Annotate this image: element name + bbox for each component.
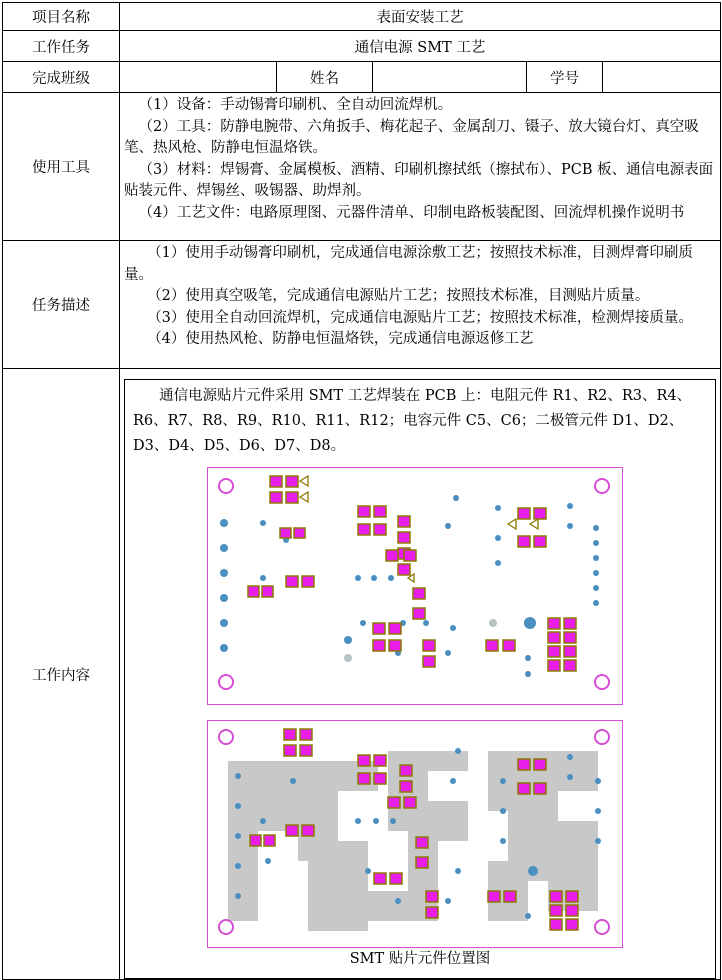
work-content — [120, 369, 721, 980]
tools-line-3: （3）材料：焊锡膏、金属模板、酒精、印刷机擦拭纸（擦拭布）、PCB 板、通信电源表面贴装元件、焊锡丝、吸锡器、助焊剂。 — [124, 161, 714, 199]
pcb-top-svg — [208, 468, 622, 704]
tools-line-1: （1）设备：手动锡膏印刷机、全自动回流焊机。 — [138, 97, 453, 113]
student-id-label: 学号 — [527, 62, 603, 93]
name-value-cell[interactable] — [373, 62, 527, 93]
row-tools — [3, 93, 721, 241]
desc-label: 任务描述 — [3, 241, 120, 369]
pcb-silkscreen-figure — [207, 467, 623, 705]
student-id-value-cell[interactable] — [603, 62, 721, 93]
work-inner-box — [124, 379, 716, 979]
task-label: 工作任务 — [3, 31, 120, 62]
tools-line-2: （2）工具：防静电腕带、六角扳手、梅花起子、金属刮刀、镊子、放大镜台灯、真空吸笔、热风枪、防静电恒温烙铁。 — [124, 118, 699, 156]
desc-line-2: （2）使用真空吸笔，完成通信电源贴片工艺；按照技术标准，目测贴片质量。 — [147, 288, 650, 304]
row-work — [3, 369, 721, 980]
class-value-cell[interactable] — [120, 62, 277, 93]
desc-line-3: （3）使用全自动回流焊机，完成通信电源贴片工艺；按照技术标准，检测焊接质量。 — [147, 309, 693, 326]
row-class — [3, 62, 721, 93]
name-label: 姓名 — [277, 62, 373, 93]
figure-caption: SMT 贴片元件位置图 — [349, 951, 491, 967]
tools-label: 使用工具 — [3, 93, 120, 241]
work-label: 工作内容 — [3, 369, 120, 980]
task-value: 通信电源 SMT 工艺 — [120, 31, 721, 62]
pcb-layout-figure — [207, 720, 623, 948]
row-project — [3, 3, 721, 31]
tools-line-4: （4）工艺文件：电路原理图、元器件清单、印制电路板装配图、回流焊机操作说明书 — [138, 204, 685, 221]
work-intro: 通信电源贴片元件采用 SMT 工艺焊装在 PCB 上：电阻元件 R1、R2、R3、R4、R6、R7、R8、R9、R10、R11、R12；电容元件 C5、C6；二极管元件 D1、D2、D3、D4、D5、D6、D7、D8。 — [133, 388, 692, 454]
row-task — [3, 31, 721, 62]
desc-content — [120, 241, 721, 369]
row-desc — [3, 241, 721, 369]
project-value: 表面安装工艺 — [120, 3, 721, 31]
project-label: 项目名称 — [3, 3, 120, 31]
pcb-bottom-svg — [208, 721, 622, 947]
desc-line-1: （1）使用手动锡膏印刷机，完成通信电源涂敷工艺；按照技术标准，目测焊膏印刷质量。 — [124, 245, 693, 283]
process-table — [2, 2, 721, 980]
desc-line-4: （4）使用热风枪、防静电恒温烙铁，完成通信电源返修工艺 — [147, 331, 534, 347]
class-label: 完成班级 — [3, 62, 120, 93]
tools-content — [120, 93, 721, 241]
form-sheet — [2, 2, 720, 977]
